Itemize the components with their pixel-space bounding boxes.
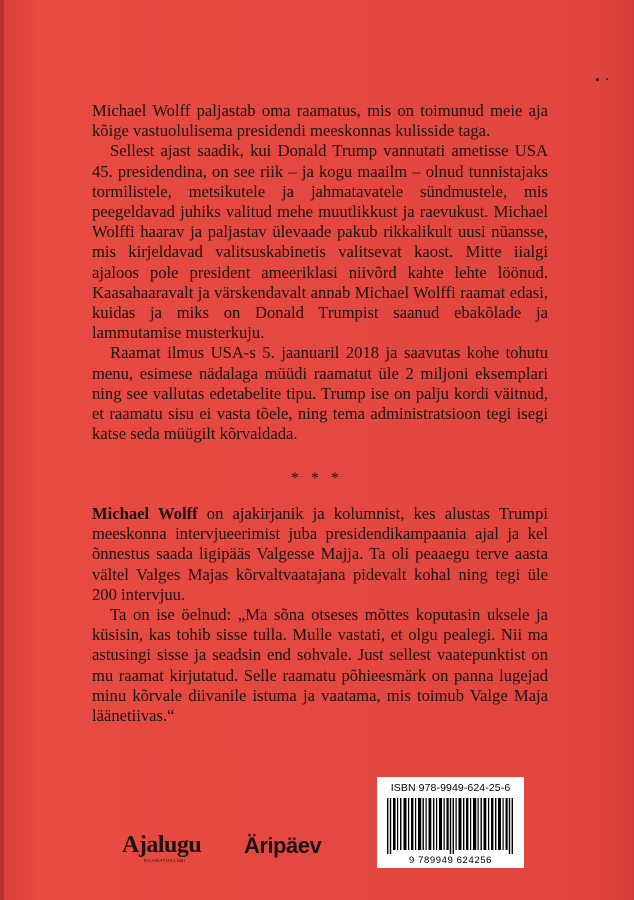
ajalugu-logo-subtext: RAAMATUKLUBI [144, 858, 186, 863]
bio-quote-paragraph: Ta on ise öelnud: „Ma sõna otseses mõttes koputasin uksele ja küsisin, kas tohib sisse tulla. Mulle vastati, et olgu pealegi. Nii ma astusingi sisse ja seadsin end sohvale. Just sellest vaatepunktist on mu raamat kirjutatud. Selle raamatu põhieesmärk on panna lugejad minu kõrvale diivanile istuma ja vaatama, mis toimub Valge Maja läänetiivas.“ [92, 605, 548, 726]
description-text [92, 101, 548, 444]
cover-speck [606, 78, 608, 80]
author-name: Michael Wolff [92, 504, 198, 523]
bio-text: on ajakirjanik ja kolumnist, kes alustas Trumpi meeskonna intervjueerimist juba presidendikampaania ajal ja kel õnnestus saada ligipääs Valgesse Majja. Ta oli peaaegu terve aasta vältel Valges Majas kõrvaltvaatajana pidevalt kohal ning tegi üle 200 intervjuu. [92, 504, 549, 604]
author-bio [92, 504, 548, 726]
ajalugu-logo-text: Ajalugu [122, 832, 202, 858]
isbn-number: ISBN 978-9949-624-25-6 [390, 782, 511, 794]
description-paragraph-2: Sellest ajast saadik, kui Donald Trump vannutati ametisse USA 45. presidendina, on see riik – ja kogu maailm – olnud tunnistajaks tormilistele, metsikutele ja jahmatavatele sündmustele, mis peegeldavad juhiks valitud mehe muutlikkust ja raevukust. Michael Wolffi haarav ja paljastav ülevaade pakub rikkalikult uusi nüansse, mis kirjeldavad valitsuskabinetis valitsevat kaost. Mitte iialgi ajaloos pole president ameeriklasi niivõrd kahte lehte löönud. Kaasahaaravalt ja värskendavalt annab Michael Wolffi raamat edasi, kuidas ja miks on Donald Trumpist saanud ebakõlade ja lammutamise musterkuju. [92, 141, 548, 343]
barcode-bars [387, 798, 515, 854]
cover-speck [596, 78, 599, 81]
description-paragraph-3: Raamat ilmus USA-s 5. jaanuaril 2018 ja saavutas kohe tohutu menu, esimese nädalaga müüdi raamatut üle 2 miljoni eksemplari ning see vallutas edetabelite tipu. Trump ise on palju kordi väitnud, et raamatu sisu ei vasta tõele, ning tema administratsioon tegi isegi katse seda müügilt kõrvaldada. [92, 343, 548, 444]
ajalugu-logo [122, 832, 202, 863]
description-paragraph-1: Michael Wolff paljastab oma raamatus, mis on toimunud meie aja kõige vastuolulisema presidendi meeskonnas kulisside taga. [92, 101, 548, 141]
spine-edge [0, 0, 4, 900]
bio-paragraph-1 [92, 504, 548, 605]
aripaev-logo: Äripäev [244, 833, 322, 858]
barcode-label [377, 777, 524, 868]
barcode-digits: 9 789949 624256 [409, 855, 492, 866]
section-separator: * * * [291, 470, 343, 487]
